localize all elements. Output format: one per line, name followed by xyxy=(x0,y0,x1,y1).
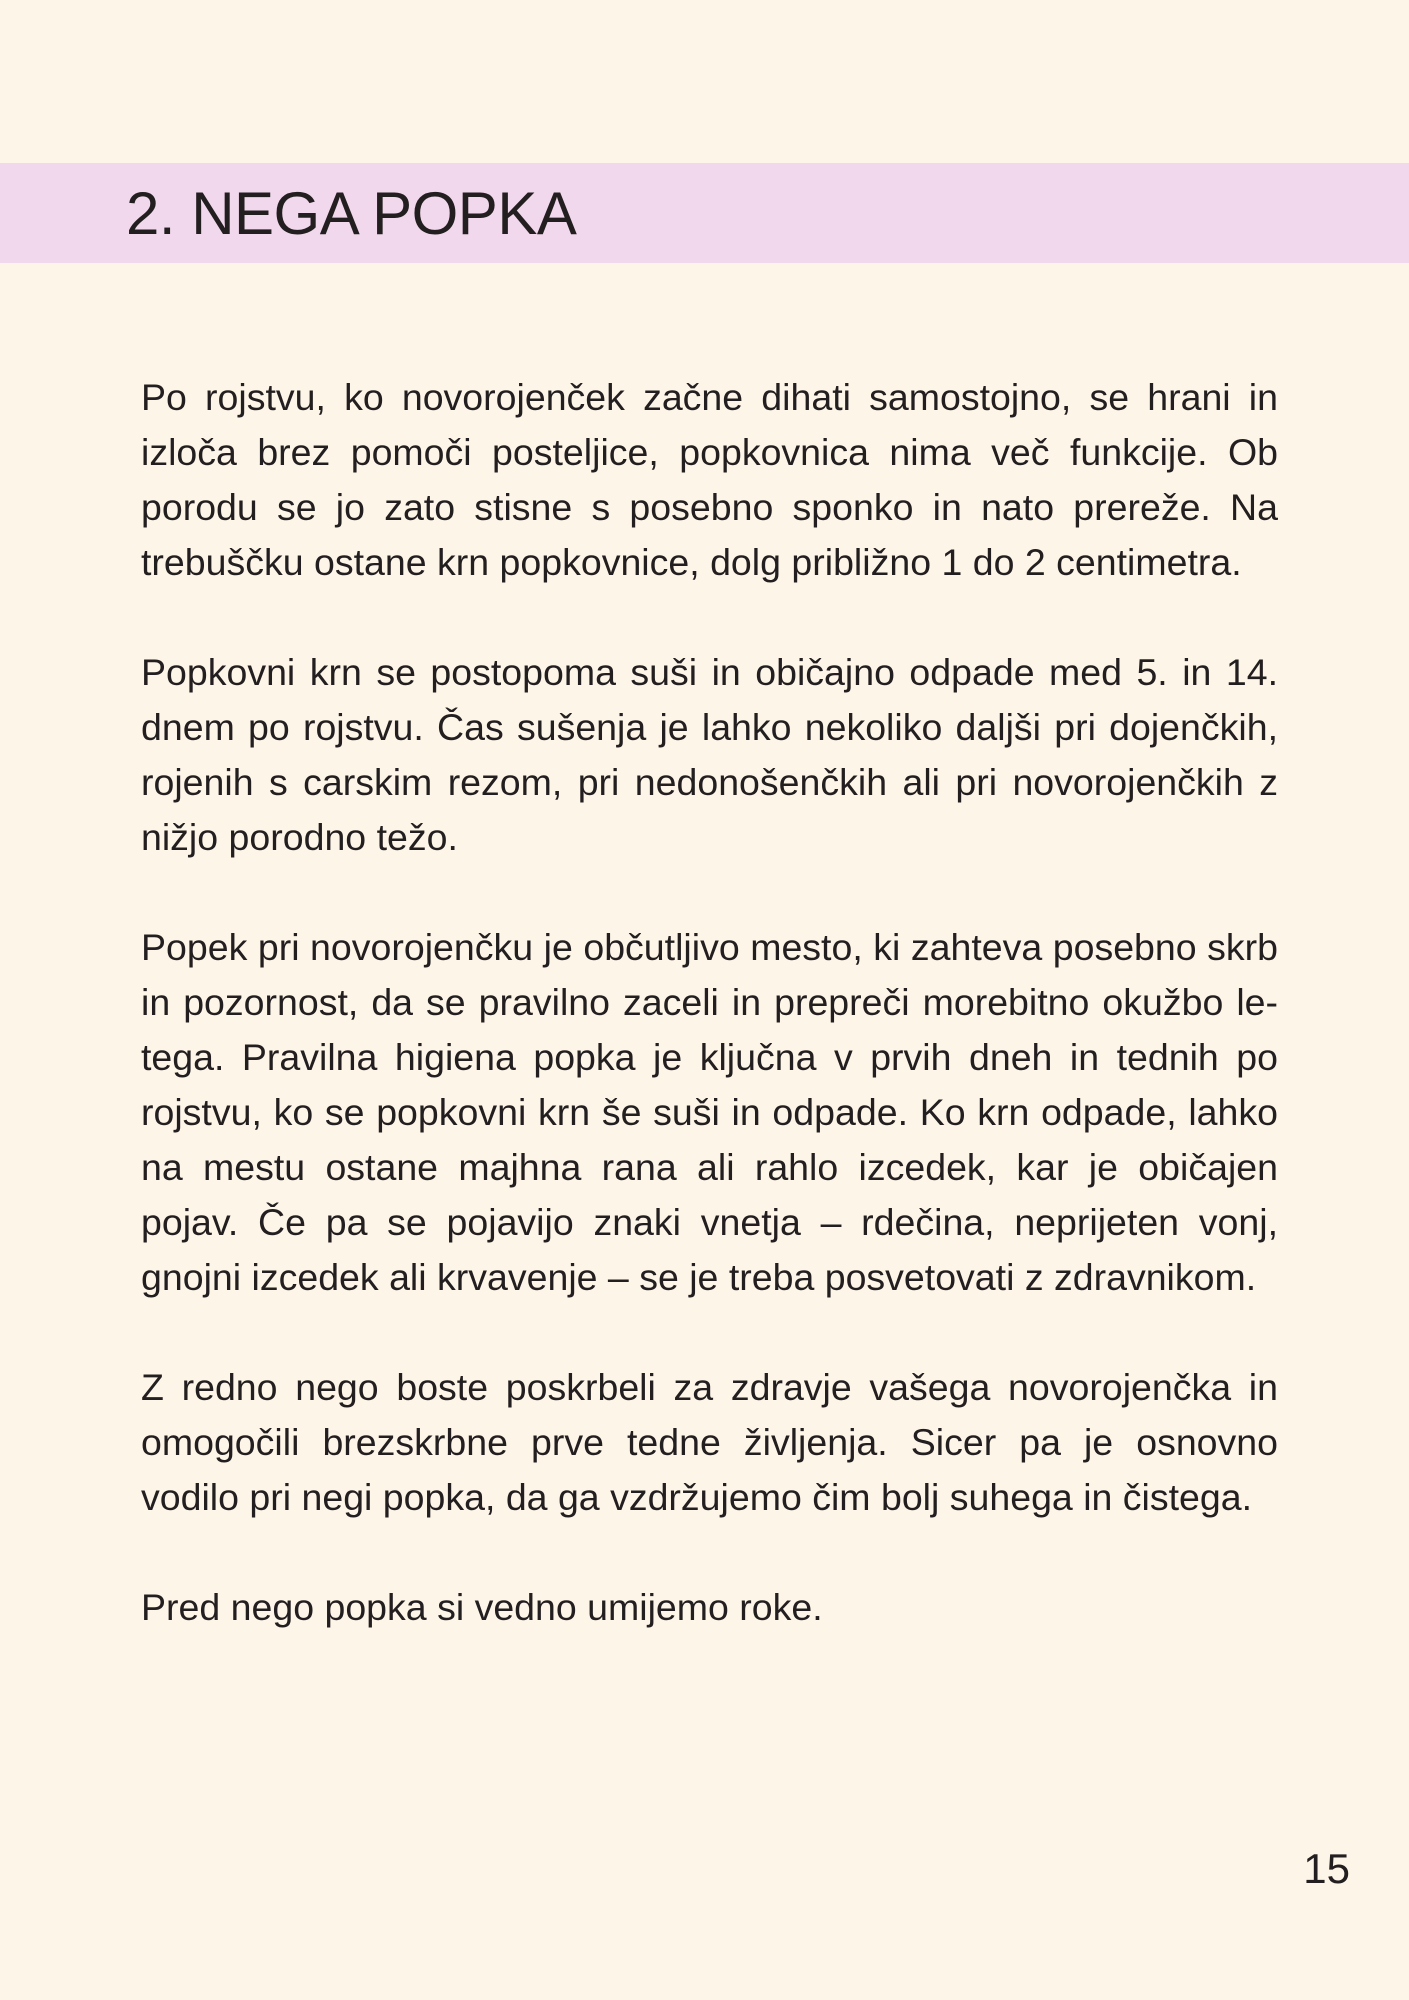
section-heading-band xyxy=(0,163,1409,263)
body-text xyxy=(141,370,1278,1690)
paragraph-wash-hands: Pred nego popka si vedno umijemo roke. xyxy=(141,1586,823,1628)
paragraph-care-summary: Z redno nego boste poskrbeli za zdravje vašega novorojenčka in omogočili brezskrbne prve tedne življenja. Sicer pa je osnovno vodilo pri negi popka, da ga vzdržujemo čim bolj suhega in čistega. xyxy=(141,1366,1278,1518)
section-title: 2. NEGA POPKA xyxy=(126,180,577,247)
page-number: 15 xyxy=(1303,1845,1350,1892)
paragraph-birth-cord: Po rojstvu, ko novorojenček začne dihati samostojno, se hrani in izloča brez pomoči posteljice, popkovnica nima več funkcije. Ob porodu se jo zato stisne s posebno sponko in nato prereže. Na trebuščku ostane krn popkovnice, dolg približno 1 do 2 centimetra. xyxy=(141,376,1278,583)
paragraph-hygiene: Popek pri novorojenčku je občutljivo mesto, ki zahteva posebno skrb in pozornost, da se pravilno zaceli in prepreči morebitno okužbo le-tega. Pravilna higiena popka je ključna v prvih dneh in tednih po rojstvu, ko se popkovni krn še suši in odpade. Ko krn odpade, lahko na mestu ostane majhna rana ali rahlo izcedek, kar je običajen pojav. Če pa se pojavijo znaki vnetja – rdečina, neprijeten vonj, gnojni izcedek ali krvavenje – se je treba posvetovati z zdravnikom. xyxy=(141,926,1278,1298)
paragraph-drying-time: Popkovni krn se postopoma suši in običajno odpade med 5. in 14. dnem po rojstvu. Čas sušenja je lahko nekoliko daljši pri dojenčkih, rojenih s carskim rezom, pri nedonošenčkih ali pri novorojenčkih z nižjo porodno težo. xyxy=(141,651,1278,858)
